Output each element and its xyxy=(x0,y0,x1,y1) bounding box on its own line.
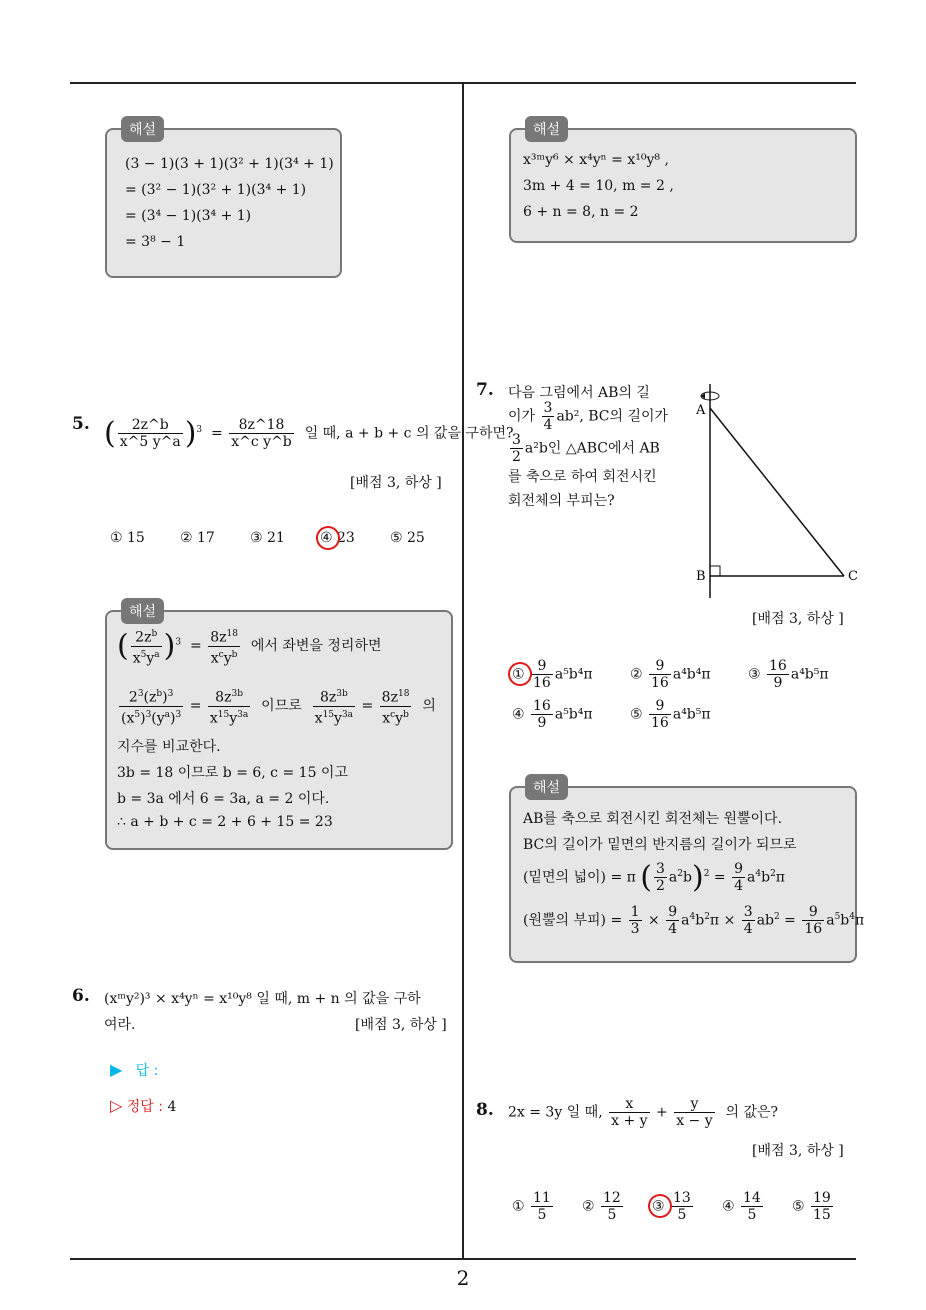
answer-row: ▶ 답 : xyxy=(110,1060,159,1079)
correct-answer-row: ▷ 정답 : 4 xyxy=(110,1096,177,1115)
q8-choice-3[interactable]: ③ $\frac{13}{5}$ xyxy=(652,1190,691,1223)
solution-line: 3b = 18 이므로 b = 6, c = 15 이고 xyxy=(117,765,348,781)
points-label: [배점 3, 하상 ] xyxy=(752,611,844,627)
question-6-line2: 여라. xyxy=(104,1017,136,1033)
play-arrow-icon: ▶ xyxy=(110,1060,123,1079)
q5-choice-3[interactable]: ③ 21 xyxy=(250,530,285,546)
solution-tag: 해설 xyxy=(525,116,568,142)
outline-arrow-icon: ▷ xyxy=(110,1096,123,1115)
q5-choice-1[interactable]: ① 15 xyxy=(110,530,145,546)
column-divider xyxy=(462,84,464,1258)
question-number-6: 6. xyxy=(72,986,90,1006)
solution-tag: 해설 xyxy=(525,774,568,800)
solution-line: x³ᵐy⁶ × x⁴yⁿ = x¹⁰y⁸ , xyxy=(523,152,669,168)
solution-line: 6 + n = 8, n = 2 xyxy=(523,204,639,220)
question-5-stem: ( $\frac{2z\^{}b}{x\^{}5 y\^{}a}$ )$^3$ = $\frac{8z\^{}18}{\text{x\textasciicircum{}c y\textasciicircum{}b}}$ 일 때, a + b + c 의 값을 구하면? xyxy=(104,416,514,451)
bottom-rule xyxy=(70,1258,856,1260)
question-8-stem: 2x = 3y 일 때, $\frac{x}{x + y}$ + $\frac{y}{x - y}$ 의 값은? xyxy=(508,1096,779,1129)
q5-lhs-fraction: $\frac{2z\^{}b}{x\^{}5 y\^{}a}$ xyxy=(119,417,181,450)
selected-answer-mark xyxy=(313,523,344,554)
vertex-b-label: B xyxy=(696,569,706,584)
solution-box-q6 xyxy=(509,122,857,243)
points-label: [배점 3, 하상 ] xyxy=(350,475,442,491)
q7-choice-4[interactable]: ④ $\frac{16}{9}$ a⁵b⁴π xyxy=(512,698,593,731)
question-7-line5: 회전체의 부피는? xyxy=(508,493,615,509)
q7-choice-1[interactable]: ① $\frac{9}{16}$ a⁵b⁴π xyxy=(512,658,593,691)
q8-choice-1[interactable]: ① $\frac{11}{5}$ xyxy=(512,1190,551,1223)
question-7-line2: 이가 $\frac{3}{4}$ ab², BC의 길이가 xyxy=(508,400,669,433)
points-label: [배점 3, 하상 ] xyxy=(355,1017,447,1033)
question-number-7: 7. xyxy=(476,380,494,400)
solution-line: = (3² − 1)(3² + 1)(3⁴ + 1) xyxy=(125,182,307,198)
solution-line: 3m + 4 = 10, m = 2 , xyxy=(523,178,674,194)
question-5-prompt: 일 때, a + b + c 의 값을 구하면? xyxy=(304,425,514,442)
points-label: [배점 3, 하상 ] xyxy=(752,1143,844,1159)
right-angle-mark xyxy=(710,566,720,576)
solution-line: b = 3a 에서 6 = 3a, a = 2 이다. xyxy=(117,791,330,807)
solution-box-q4 xyxy=(105,122,342,278)
correct-answer-value: 4 xyxy=(167,1099,177,1115)
vertex-a-label: A xyxy=(696,403,706,418)
solution-line: BC의 길이가 밑면의 반지름의 길이가 되므로 xyxy=(523,837,797,853)
q5-choice-5[interactable]: ⑤ 25 xyxy=(390,530,425,546)
solution-line: (밑면의 넓이) = π ( $\frac{3}{2}$ $a^2b)^2$ = $\frac{9}{4}$ $a^4b^2\pi$ xyxy=(523,860,785,895)
q7-choice-5[interactable]: ⑤ $\frac{9}{16}$ a⁴b⁵π xyxy=(630,698,711,731)
solution-line: AB를 축으로 회전시킨 회전체는 원뿔이다. xyxy=(523,811,783,827)
question-number-5: 5. xyxy=(72,414,90,434)
question-7-line3: $\frac{3}{2}$ a²b인 △ABC에서 AB xyxy=(512,432,660,465)
solution-box-q5 xyxy=(105,604,453,850)
q7-choice-2[interactable]: ② $\frac{9}{16}$ a⁴b⁴π xyxy=(630,658,711,691)
solution-line: ( $\frac{2z^b}{x^5y^a}$ )$^3$ = $\frac{8z^{18}}{x^cy^b}$ 에서 좌변을 정리하면 xyxy=(117,626,381,666)
solution-box-q7 xyxy=(509,780,865,963)
solution-line: 지수를 비교한다. xyxy=(117,739,221,755)
solution-tag: 해설 xyxy=(121,598,164,624)
q5-choice-2[interactable]: ② 17 xyxy=(180,530,215,546)
solution-line: ∴ a + b + c = 2 + 6 + 15 = 23 xyxy=(117,814,333,830)
solution-line: = (3⁴ − 1)(3⁴ + 1) xyxy=(125,208,252,224)
hypotenuse-ac xyxy=(710,408,844,576)
solution-line: = 3⁸ − 1 xyxy=(125,234,186,250)
question-7-line4: 를 축으로 하여 회전시킨 xyxy=(508,469,657,485)
solution-line: (3 − 1)(3 + 1)(3² + 1)(3⁴ + 1) xyxy=(125,156,334,172)
question-7-line1: 다음 그림에서 AB의 길 xyxy=(508,385,650,401)
triangle-figure xyxy=(690,380,865,602)
question-6-line1: (xᵐy²)³ × x⁴yⁿ = x¹⁰y⁸ 일 때, m + n 의 값을 구하 xyxy=(104,991,421,1007)
q8-choice-5[interactable]: ⑤ $\frac{19}{15}$ xyxy=(792,1190,831,1223)
q8-choice-2[interactable]: ② $\frac{12}{5}$ xyxy=(582,1190,621,1223)
q7-choice-3[interactable]: ③ $\frac{16}{9}$ a⁴b⁵π xyxy=(748,658,829,691)
vertex-c-label: C xyxy=(848,569,858,584)
q5-choice-4[interactable]: ④ 23 xyxy=(320,530,355,546)
solution-line: $\frac{2^3(z^b)^3}{(x^5)^3(y^a)^3}$ = $\frac{8z^{3b}}{x^{15}y^{3a}}$ 이므로 $\frac{8z^{3b}}{x^{15}y^{3a}}$ = $\frac{8z^{18}}{x^cy^b}$ 의 xyxy=(117,686,436,726)
page-number: 2 xyxy=(456,1266,470,1290)
q8-choice-4[interactable]: ④ $\frac{14}{5}$ xyxy=(722,1190,761,1223)
question-number-8: 8. xyxy=(476,1100,494,1120)
q5-rhs-fraction: $\frac{8z\^{}18}{\text{x\textasciicircum{}c y\textasciicircum{}b}}$ xyxy=(231,417,292,450)
solution-line: (원뿔의 부피) = $\frac{1}{3}$ × $\frac{9}{4}$ $a^4b^2\pi$ × $\frac{3}{4}$ $ab^2$ = $\frac{9}{16}$ $a^5b^4\pi$ xyxy=(523,904,865,937)
solution-tag: 해설 xyxy=(121,116,164,142)
